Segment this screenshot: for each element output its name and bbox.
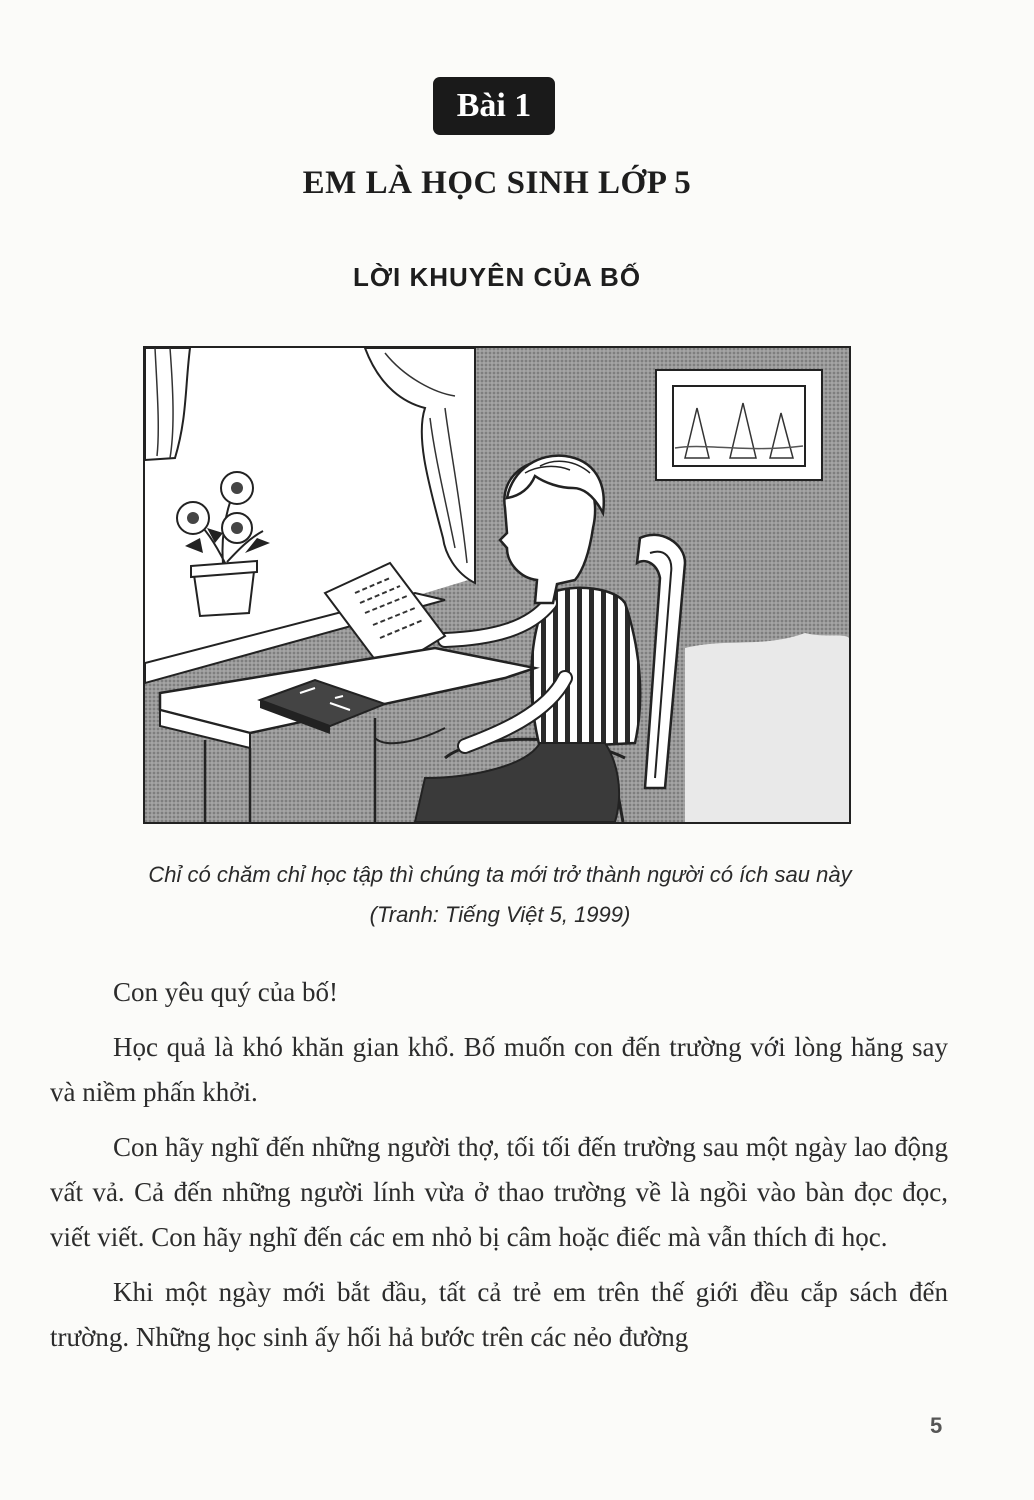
paragraph: Khi một ngày mới bắt đầu, tất cả trẻ em trên thế giới đều cắp sách đến trường. Những học sinh ấy hối hả bước trên các nẻo đường [50, 1277, 948, 1352]
reading-title: LỜI KHUYÊN CỦA BỐ [352, 262, 642, 292]
page-number: 5 [930, 1413, 943, 1438]
flower [177, 502, 209, 534]
paragraph: Con yêu quý của bố! [113, 977, 338, 1007]
paragraph: Con hãy nghĩ đến những người thợ, tối tối đến trường sau một ngày lao động vất vả. Cả đến những người lính vừa ở thao trường về là ngồi vào bàn đọc đọc, viết viết. Con hãy nghĩ đến các em nhỏ bị câm hoặc điếc mà vẫn thích đi học. [50, 1132, 948, 1252]
figure-caption [0, 855, 1000, 935]
caption-text: Chỉ có chăm chỉ học tập thì chúng ta mới trở thành người có ích sau này [148, 862, 852, 887]
letter-body [50, 970, 948, 1370]
flower [221, 472, 253, 504]
lesson-badge: Bài 1 [433, 77, 555, 135]
illustration [143, 346, 851, 824]
floor-shade [685, 633, 849, 822]
caption-source: (Tranh: Tiếng Việt 5, 1999) [369, 902, 631, 927]
paragraph: Học quả là khó khăn gian khổ. Bố muốn con đến trường với lòng hăng say và niềm phấn khởi. [50, 1032, 948, 1107]
flower [222, 513, 252, 543]
boy-studying-drawing [145, 348, 849, 822]
lesson-title: EM LÀ HỌC SINH LỚP 5 [302, 165, 692, 201]
